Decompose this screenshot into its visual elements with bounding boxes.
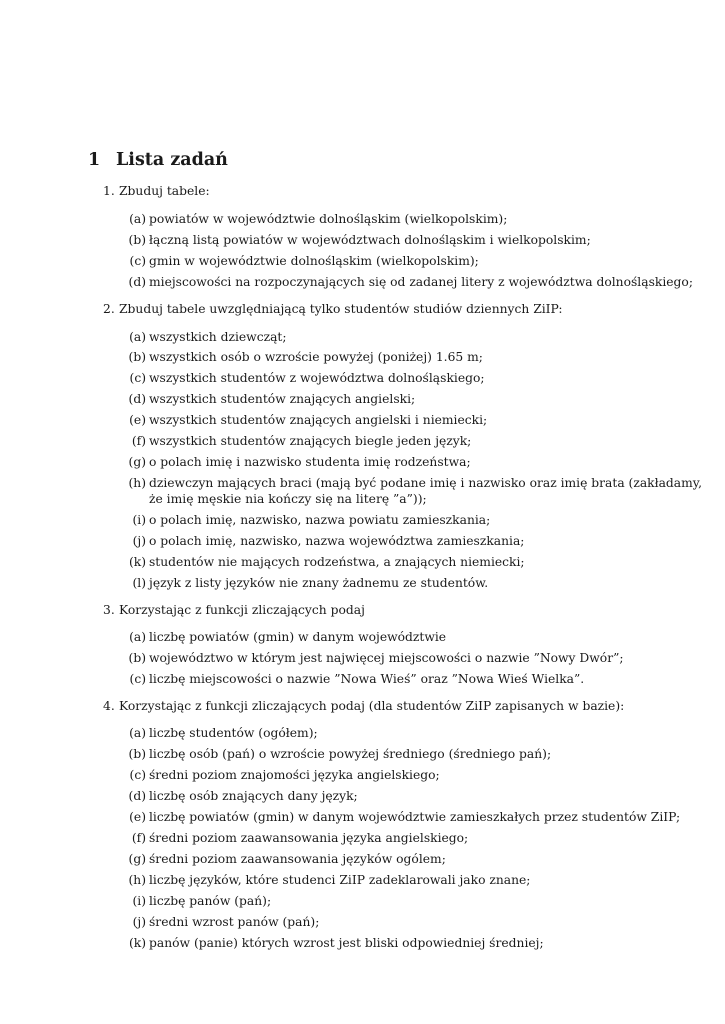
item-label: (e) xyxy=(129,810,146,824)
item-text: liczbę miejscowości o nazwie ”Nowa Wieś” oraz ”Nowa Wieś Wielka”. xyxy=(149,672,585,686)
item-label: (d) xyxy=(128,392,146,406)
item-text: studentów nie mających rodzeństwa, a znających niemiecki; xyxy=(149,555,525,569)
section-number: 1 xyxy=(88,150,101,170)
task-number: 2. xyxy=(103,302,115,316)
item-label: (k) xyxy=(128,936,146,950)
item-text: średni poziom zaawansowania języków ogólem; xyxy=(149,852,446,866)
item-label: (a) xyxy=(129,726,146,740)
item-label: (d) xyxy=(128,275,146,289)
item-label: (f) xyxy=(131,434,146,448)
item-text: wszystkich studentów znających biegle jeden język; xyxy=(149,434,472,448)
item-label: (a) xyxy=(129,330,146,344)
item-text: wszystkich dziewcząt; xyxy=(149,330,287,344)
item-label: (b) xyxy=(128,233,146,247)
item-label: (a) xyxy=(129,212,146,226)
item-label: (e) xyxy=(129,413,146,427)
section-heading xyxy=(88,150,228,170)
task-text: Korzystając z funkcji zliczających podaj xyxy=(119,603,365,617)
item-text: panów (panie) których wzrost jest bliski odpowiedniej średniej; xyxy=(149,936,544,950)
task-number: 4. xyxy=(103,699,115,713)
item-text: wszystkich studentów znających angielski i niemiecki; xyxy=(149,413,488,427)
item-label: (j) xyxy=(132,915,146,929)
item-text: wszystkich studentów z województwa dolnośląskiego; xyxy=(149,371,485,385)
item-label: (h) xyxy=(128,476,146,490)
item-text: język z listy języków nie znany żadnemu ze studentów. xyxy=(149,576,489,590)
task-number: 1. xyxy=(103,184,115,198)
task-text: Zbuduj tabele: xyxy=(119,184,210,198)
item-label: (c) xyxy=(129,371,146,385)
item-text: powiatów w województwie dolnośląskim (wielkopolskim); xyxy=(149,212,508,226)
item-text: wszystkich osób o wzroście powyżej (poniżej) 1.65 m; xyxy=(149,350,483,364)
task-text: Korzystając z funkcji zliczających podaj (dla studentów ZiIP zapisanych w bazie): xyxy=(119,699,625,713)
item-text: miejscowości na rozpoczynających się od zadanej litery z województwa dolnośląskiego; xyxy=(149,275,693,289)
item-text: liczbę powiatów (gmin) w danym województwie xyxy=(149,630,447,644)
item-label: (i) xyxy=(132,513,146,527)
item-text: o polach imię, nazwisko, nazwa województwa zamieszkania; xyxy=(149,534,525,548)
item-label: (l) xyxy=(132,576,146,590)
section-title: Lista zadań xyxy=(116,150,228,170)
item-text: gmin w województwie dolnośląskim (wielkopolskim); xyxy=(149,254,479,268)
item-label: (c) xyxy=(129,768,146,782)
item-label: (f) xyxy=(131,831,146,845)
item-text: o polach imię i nazwisko studenta imię rodzeństwa; xyxy=(149,455,471,469)
item-label: (b) xyxy=(128,747,146,761)
item-text: dziewczyn mających braci (mają być podane imię i nazwisko oraz imię brata (zakładamy, xyxy=(149,476,703,490)
item-text: liczbę powiatów (gmin) w danym województwie zamieszkałych przez studentów ZiIP; xyxy=(149,810,681,824)
item-text: średni wzrost panów (pań); xyxy=(149,915,320,929)
item-label: (b) xyxy=(128,651,146,665)
item-text: liczbę osób znających dany język; xyxy=(149,789,358,803)
item-text: liczbę języków, które studenci ZiIP zadeklarowali jako znane; xyxy=(149,873,531,887)
item-text-continuation: że imię męskie nia kończy się na literę ”a”)); xyxy=(149,492,427,506)
item-label: (g) xyxy=(128,852,146,866)
item-label: (a) xyxy=(129,630,146,644)
item-text: łączną listą powiatów w województwach dolnośląskim i wielkopolskim; xyxy=(149,233,591,247)
item-label: (j) xyxy=(132,534,146,548)
item-text: wszystkich studentów znających angielski; xyxy=(149,392,416,406)
item-text: województwo w którym jest najwięcej miejscowości o nazwie ”Nowy Dwór”; xyxy=(149,651,624,665)
item-text: liczbę studentów (ogółem); xyxy=(149,726,318,740)
item-text: liczbę osób (pań) o wzroście powyżej średniego (średniego pań); xyxy=(149,747,552,761)
item-label: (c) xyxy=(129,672,146,686)
item-label: (k) xyxy=(128,555,146,569)
task-text: Zbuduj tabele uwzględniającą tylko studentów studiów dziennych ZiIP: xyxy=(119,302,563,316)
item-text: średni poziom znajomości języka angielskiego; xyxy=(149,768,440,782)
item-label: (h) xyxy=(128,873,146,887)
item-label: (b) xyxy=(128,350,146,364)
item-text: średni poziom zaawansowania języka angielskiego; xyxy=(149,831,469,845)
item-text: o polach imię, nazwisko, nazwa powiatu zamieszkania; xyxy=(149,513,491,527)
item-label: (d) xyxy=(128,789,146,803)
item-label: (g) xyxy=(128,455,146,469)
item-label: (c) xyxy=(129,254,146,268)
item-label: (i) xyxy=(132,894,146,908)
item-text: liczbę panów (pań); xyxy=(149,894,272,908)
task-number: 3. xyxy=(103,603,115,617)
